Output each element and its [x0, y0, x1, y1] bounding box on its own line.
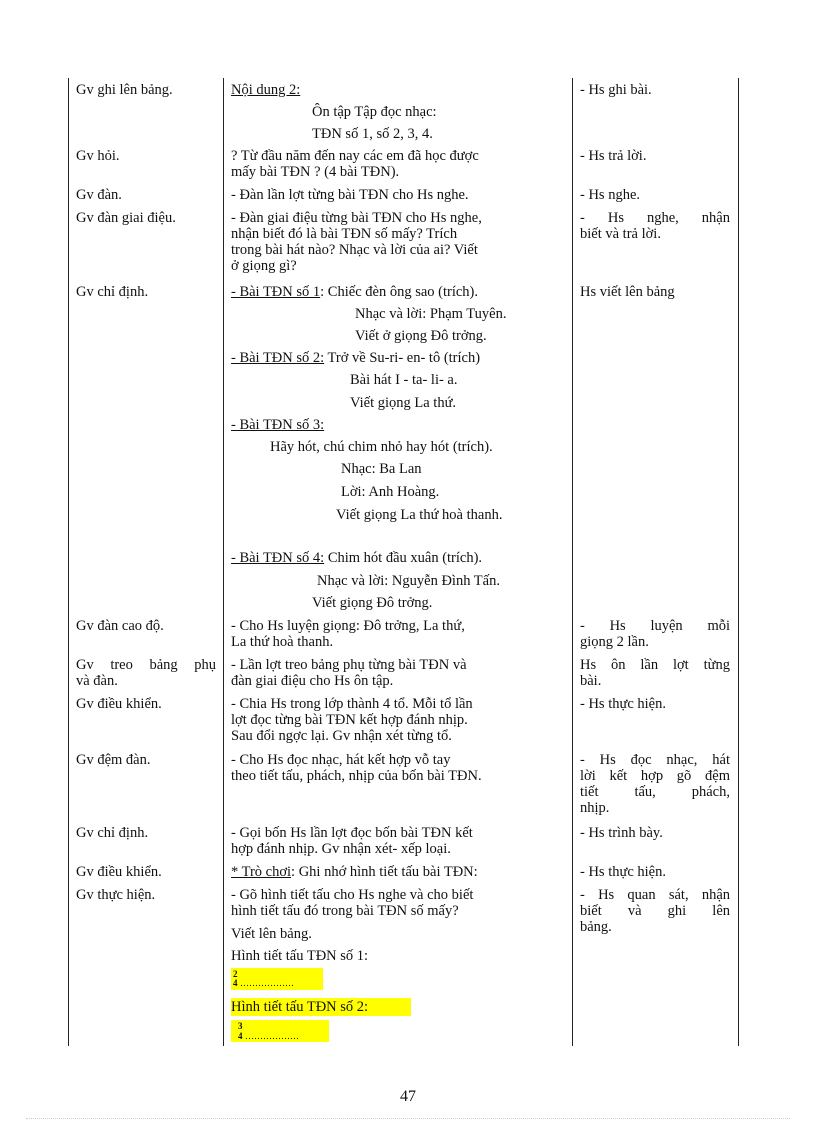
content-line: mấy bài TĐN ? (4 bài TĐN). [231, 164, 400, 180]
song-label: - Bài TĐN số 4: [231, 550, 325, 566]
student-action: - Hs thực hiện. [580, 696, 666, 712]
content-line: Ôn tập Tập đọc nhạc: [312, 104, 437, 120]
content-line: Viết ở giọng Đô trởng. [355, 328, 487, 344]
content-line: lợt đọc từng bài TĐN kết hợp đánh nhịp. [231, 712, 468, 728]
song-label: - Bài TĐN số 1 [231, 284, 321, 300]
teacher-action: và đàn. [76, 673, 118, 689]
student-action: biết và ghi lên [580, 903, 730, 919]
content-line: - Đàn giai điệu từng bài TĐN cho Hs nghe, [231, 210, 482, 226]
game-text: : Ghi nhớ hình tiết tấu bài TĐN: [291, 864, 478, 880]
student-action: - Hs trình bày. [580, 825, 663, 841]
game-heading [231, 864, 478, 880]
table-border-right [738, 78, 739, 1046]
student-action: - Hs quan sát, nhận [580, 887, 730, 903]
student-action: - Hs thực hiện. [580, 864, 666, 880]
content-line: - Cho Hs luyện giọng: Đô trởng, La thứ, [231, 618, 465, 634]
content-line: nhận biết đó là bài TĐN số mấy? Trích [231, 226, 458, 242]
content-line: Sau đổi ngợc lại. Gv nhận xét từng tổ. [231, 728, 452, 744]
rhythm-2-label: Hình tiết tấu TĐN số 2: [231, 999, 369, 1015]
student-action: - Hs luyện mỗi [580, 618, 730, 634]
content-line: - Gọi bốn Hs lần lợt đọc bốn bài TĐN kết [231, 825, 473, 841]
content-line: trong bài hát nào? Nhạc và lời của ai? Viết [231, 242, 478, 258]
time-signature-bottom: 4 [233, 978, 238, 988]
content-line: - Chia Hs trong lớp thành 4 tổ. Mỗi tổ lần [231, 696, 473, 712]
student-action: Hs ôn lần lợt từng [580, 657, 730, 673]
time-signature-top: 3 [238, 1021, 243, 1031]
content-line: La thứ hoà thanh. [231, 634, 334, 650]
section-title: Nội dung 2: [231, 82, 301, 98]
content-line: ở giọng gì? [231, 258, 297, 274]
content-line: Hãy hót, chú chim nhỏ hay hót (trích). [270, 439, 493, 455]
teacher-action: Gv đàn giai điệu. [76, 210, 176, 226]
teacher-action: Gv treo bảng phụ [76, 657, 216, 673]
teacher-action: Gv ghi lên bảng. [76, 82, 173, 98]
content-line: Nhạc và lời: Phạm Tuyên. [355, 306, 507, 322]
student-action: bài. [580, 673, 602, 689]
rhythm-dots: ……………… [245, 1031, 299, 1041]
content-line: - Đàn lần lợt từng bài TĐN cho Hs nghe. [231, 187, 469, 203]
table-divider-1 [223, 78, 224, 1046]
song-2-heading [231, 350, 480, 366]
content-line: Nhạc: Ba Lan [341, 461, 422, 477]
student-action: - Hs ghi bài. [580, 82, 652, 98]
song-title: : Chiếc đèn ông sao (trích). [320, 284, 478, 300]
content-line: ? Từ đầu năm đến nay các em đã học được [231, 148, 479, 164]
student-action: nhịp. [580, 800, 610, 816]
song-3-heading: - Bài TĐN số 3: [231, 417, 325, 433]
teacher-action: Gv đệm đàn. [76, 752, 151, 768]
page-number: 47 [400, 1088, 416, 1105]
rhythm-1-box [231, 968, 323, 990]
teacher-action: Gv điều khiển. [76, 864, 162, 880]
student-action: - Hs nghe, nhận [580, 210, 730, 226]
song-4-heading [231, 550, 482, 566]
teacher-action: Gv thực hiện. [76, 887, 156, 903]
content-line: hợp đánh nhịp. Gv nhận xét- xếp loại. [231, 841, 451, 857]
content-line: - Lần lợt treo bảng phụ từng bài TĐN và [231, 657, 467, 673]
student-action: giọng 2 lần. [580, 634, 649, 650]
content-line: TĐN số 1, số 2, 3, 4. [312, 126, 433, 142]
content-line: Viết giọng La thứ. [350, 395, 457, 411]
time-signature-top: 2 [233, 969, 238, 979]
content-line: Nhạc và lời: Nguyễn Đình Tấn. [317, 573, 500, 589]
content-line: Lời: Anh Hoàng. [341, 484, 440, 500]
content-line: Viết lên bảng. [231, 926, 312, 942]
song-label: - Bài TĐN số 2: [231, 350, 325, 366]
teacher-action: Gv điều khiển. [76, 696, 162, 712]
content-line: Viết giọng Đô trởng. [312, 595, 433, 611]
student-action: tiết tấu, phách, [580, 784, 730, 800]
student-action: biết và trả lời. [580, 226, 661, 242]
content-line: đàn giai điệu cho Hs ôn tập. [231, 673, 394, 689]
teacher-action: Gv đàn cao độ. [76, 618, 164, 634]
teacher-action: Gv hỏi. [76, 148, 120, 164]
time-signature-bottom: 4 [238, 1031, 243, 1041]
content-line: Viết giọng La thứ hoà thanh. [336, 507, 503, 523]
rhythm-1-label: Hình tiết tấu TĐN số 1: [231, 948, 369, 964]
student-action: bảng. [580, 919, 612, 935]
teacher-action: Gv chỉ định. [76, 284, 149, 300]
teacher-action: Gv chỉ định. [76, 825, 149, 841]
content-line: Bài hát I - ta- li- a. [350, 372, 458, 388]
student-action: - Hs đọc nhạc, hát [580, 752, 730, 768]
content-line: - Cho Hs đọc nhạc, hát kết hợp vỗ tay [231, 752, 451, 768]
game-label: * Trò chơi [231, 864, 292, 880]
student-action: - Hs trả lời. [580, 148, 647, 164]
student-action: Hs viết lên bảng [580, 284, 675, 300]
song-title: Trở về Su-ri- en- tô (trích) [324, 350, 481, 366]
content-line: - Gõ hình tiết tấu cho Hs nghe và cho biết [231, 887, 474, 903]
table-border-left [68, 78, 69, 1046]
song-1-heading [231, 284, 478, 300]
rhythm-dots: ……………… [240, 978, 294, 988]
song-title: Chim hót đầu xuân (trích). [324, 550, 483, 566]
rhythm-2-box [231, 1020, 329, 1042]
content-line: theo tiết tấu, phách, nhịp của bốn bài TĐN. [231, 768, 482, 784]
student-action: - Hs nghe. [580, 187, 641, 203]
content-line: hình tiết tấu đó trong bài TĐN số mấy? [231, 903, 459, 919]
page-bottom-divider [26, 1118, 790, 1119]
table-divider-2 [572, 78, 573, 1046]
student-action: lời kết hợp gõ đệm [580, 768, 730, 784]
teacher-action: Gv đàn. [76, 187, 122, 203]
